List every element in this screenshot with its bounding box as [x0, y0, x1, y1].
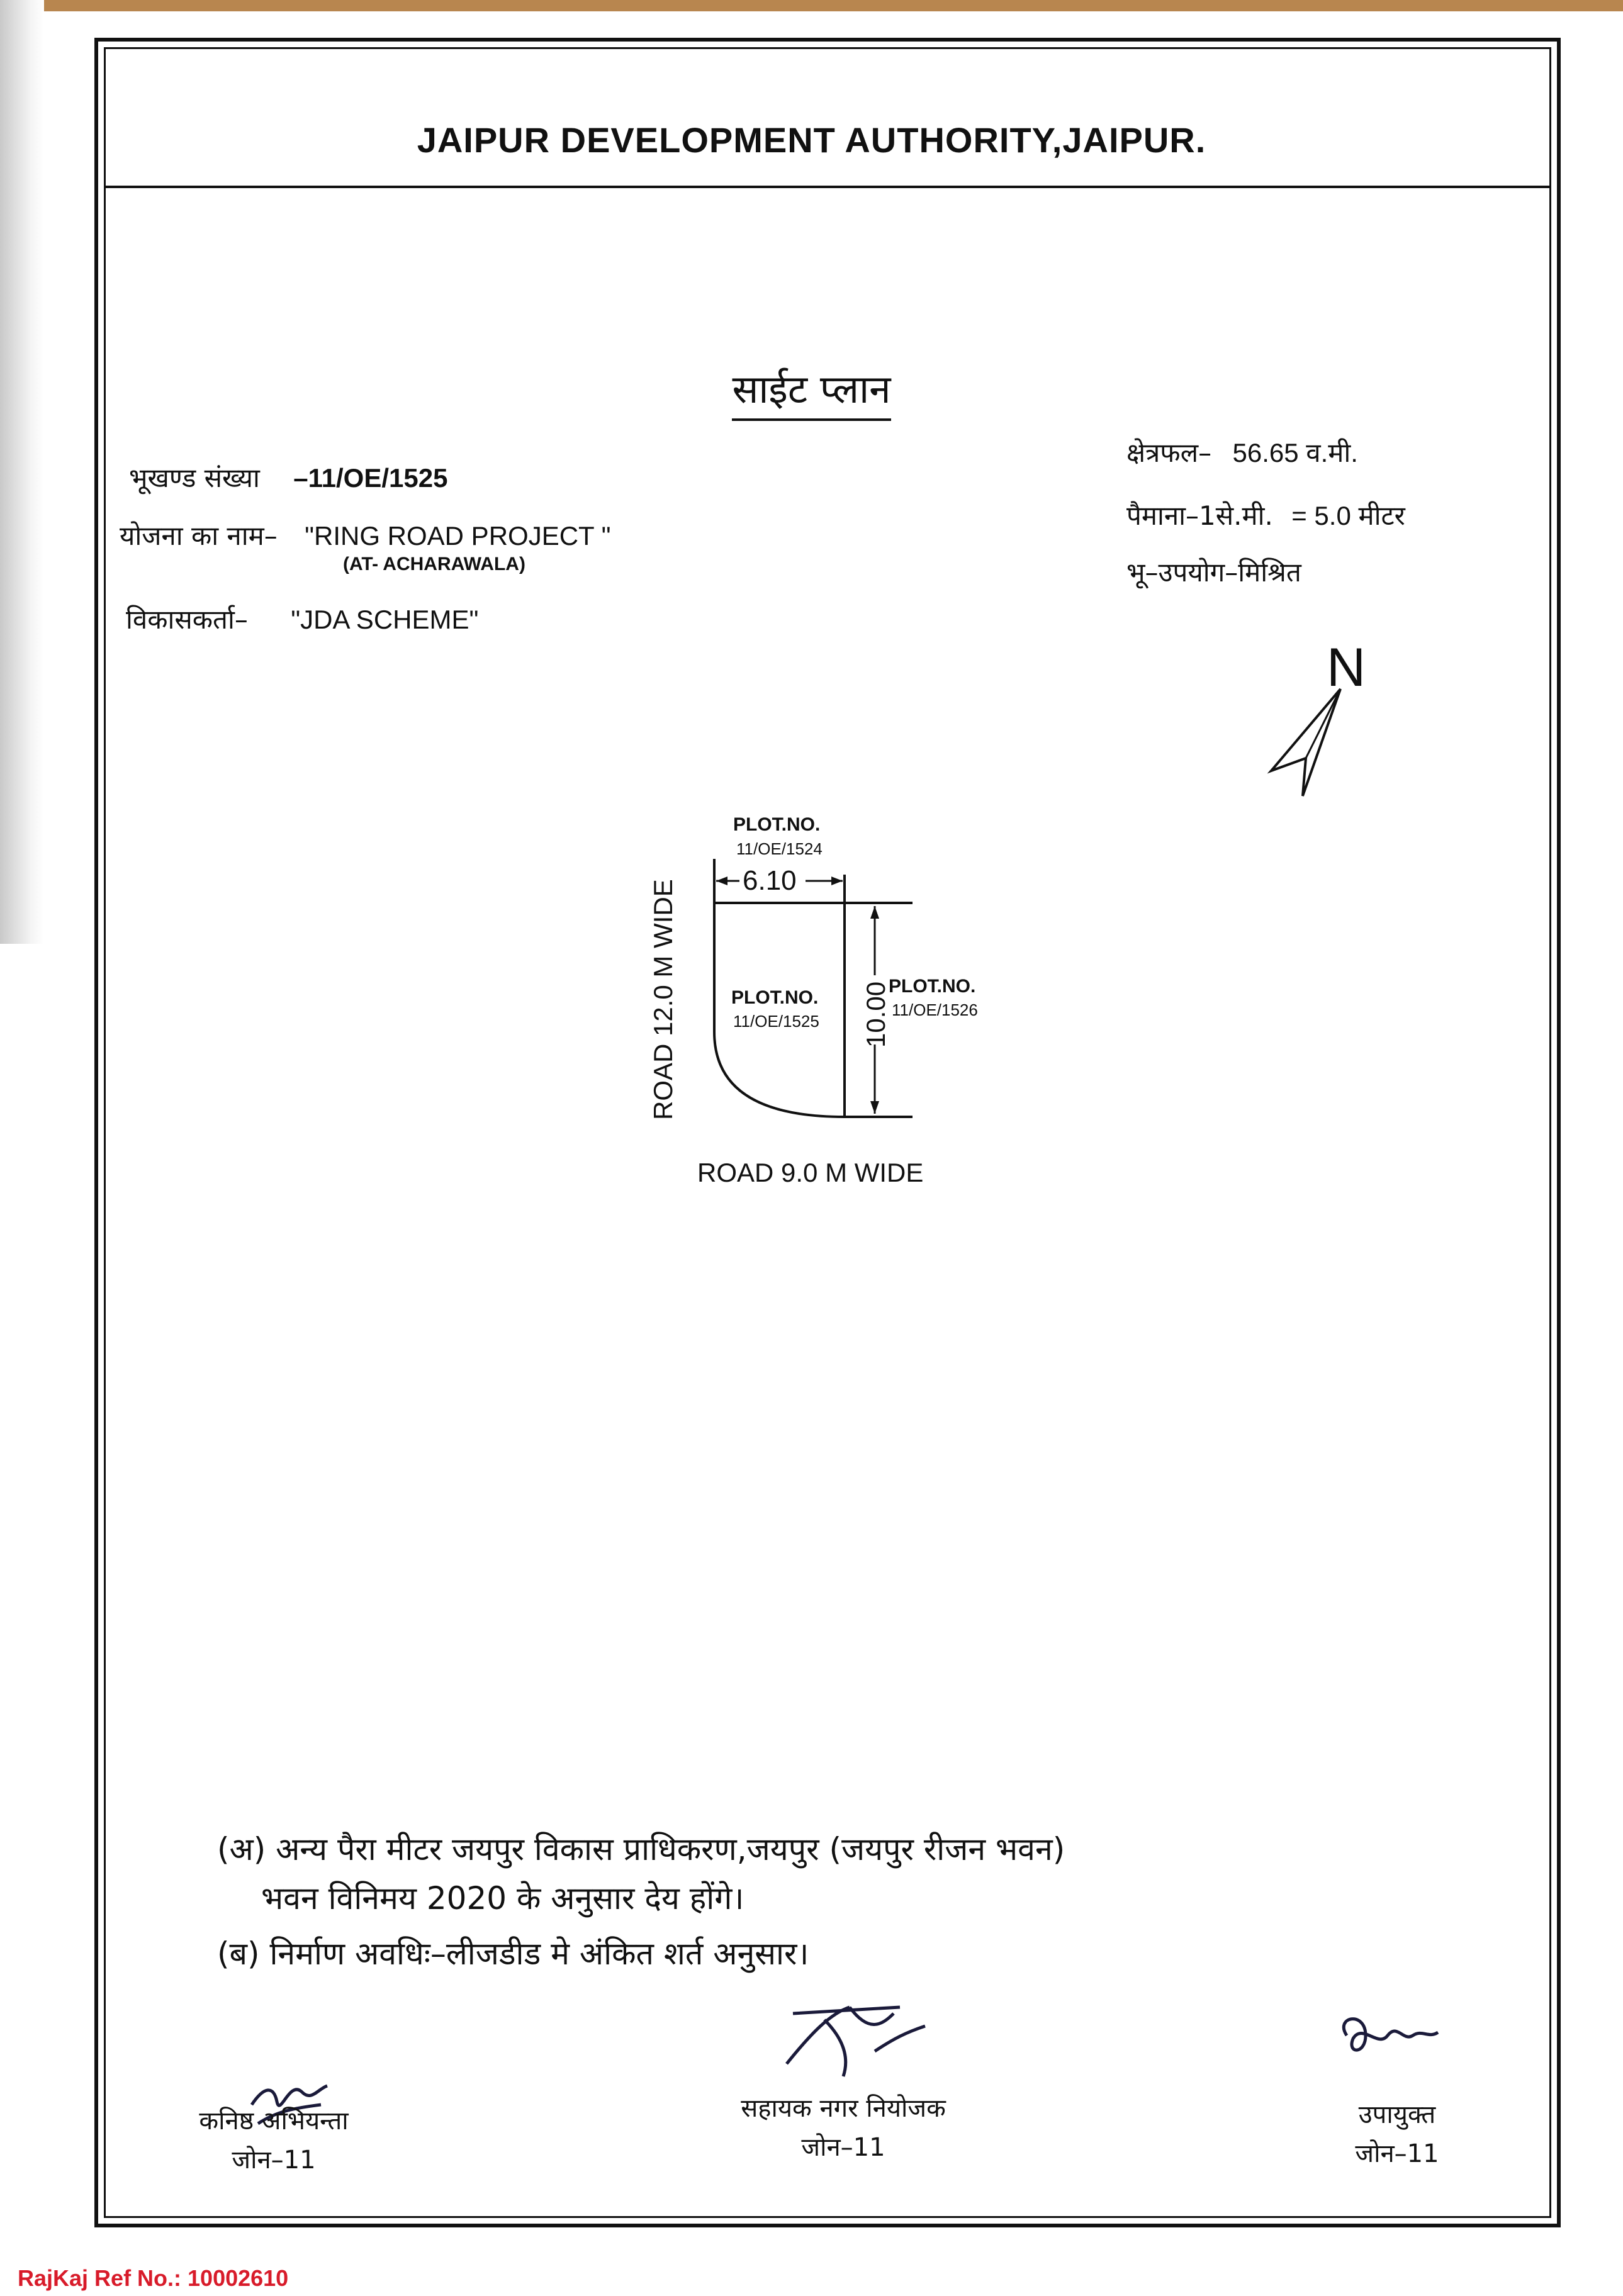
- bottom-road-label: ROAD 9.0 M WIDE: [697, 1158, 924, 1187]
- site-plan-drawing: [598, 787, 1076, 1227]
- top-plot-label: PLOT.NO.: [733, 814, 821, 835]
- rajkaj-reference: RajKaj Ref No.: 10002610: [18, 2265, 289, 2291]
- width-arrowhead-left: [716, 876, 727, 885]
- developer-value: "JDA SCHEME": [291, 605, 479, 634]
- scale-value: = 5.0 मीटर: [1291, 501, 1405, 530]
- scheme-row: [120, 517, 611, 553]
- plot-number-row: [129, 459, 447, 495]
- area-value: 56.65 व.मी.: [1232, 438, 1358, 468]
- depth-arrowhead-bottom: [870, 1101, 879, 1114]
- document-title-text: साईट प्लान: [732, 366, 890, 421]
- note-a-line2: भवन विनिमय 2020 के अनुसार देय होंगे।: [261, 1880, 744, 1917]
- plot-corner-curve: [714, 1032, 845, 1117]
- signatory-designation: कनिष्ठ अभियन्ता: [199, 2107, 349, 2136]
- note-a-line1: (अ) अन्य पैरा मीटर जयपुर विकास प्राधिकरण,जयपुर (जयपुर रीजन भवन): [217, 1831, 1065, 1868]
- signature-assistant-planner: [774, 1995, 938, 2089]
- left-road-label: ROAD 12.0 M WIDE: [648, 879, 678, 1120]
- land-use: भू–उपयोग–मिश्रित: [1126, 557, 1301, 588]
- signatory-designation: उपायुक्त: [1358, 2100, 1436, 2129]
- signatory-zone: जोन–11: [232, 2146, 316, 2175]
- developer-label: विकासकर्ता–: [126, 604, 248, 635]
- signatory-deputy-commissioner: [1334, 2095, 1460, 2173]
- scheme-value: "RING ROAD PROJECT ": [305, 521, 611, 551]
- signatory-junior-engineer: [183, 2102, 365, 2180]
- depth-arrowhead-top: [870, 906, 879, 919]
- depth-dimension: 10.00: [861, 981, 890, 1048]
- plot-number-value: –11/OE/1525: [293, 463, 448, 493]
- note-b: (ब) निर्माण अवधिः–लीजडीड मे अंकित शर्त अनुसार।: [217, 1935, 809, 1972]
- right-plot-number: 11/OE/1526: [892, 1000, 978, 1019]
- signatory-assistant-planner: [711, 2089, 975, 2167]
- scheme-label: योजना का नाम–: [120, 520, 278, 551]
- width-dimension: 6.10: [743, 865, 797, 896]
- area-row: [1126, 434, 1358, 470]
- organization-heading: JAIPUR DEVELOPMENT AUTHORITY,JAIPUR.: [417, 120, 1206, 160]
- notes-block: [217, 1825, 1065, 1978]
- top-plot-number: 11/OE/1524: [736, 839, 823, 858]
- subject-plot-number: 11/OE/1525: [733, 1012, 819, 1031]
- area-label: क्षेत्रफल–: [1126, 437, 1212, 468]
- north-arrow: [1246, 629, 1384, 818]
- signatory-designation: सहायक नगर नियोजक: [741, 2094, 946, 2123]
- scale-label: पैमाना–1से.मी.: [1126, 500, 1273, 531]
- plot-number-label: भूखण्ड संख्या: [129, 462, 260, 493]
- width-arrowhead-right: [831, 876, 843, 885]
- header-rule: [104, 186, 1551, 188]
- right-plot-label: PLOT.NO.: [889, 976, 976, 997]
- signatory-zone: जोन–11: [801, 2133, 885, 2162]
- scan-top-edge: [0, 0, 1623, 11]
- document-title: [0, 362, 1623, 415]
- north-label: N: [1327, 637, 1366, 698]
- north-arrow-icon: [1271, 689, 1340, 796]
- scale-row: [1126, 497, 1405, 533]
- scheme-location: (AT- ACHARAWALA): [343, 554, 525, 574]
- developer-row: [126, 601, 478, 637]
- subject-plot-label: PLOT.NO.: [731, 987, 819, 1008]
- signatory-zone: जोन–11: [1355, 2139, 1439, 2168]
- signature-deputy-commissioner: [1328, 2004, 1447, 2067]
